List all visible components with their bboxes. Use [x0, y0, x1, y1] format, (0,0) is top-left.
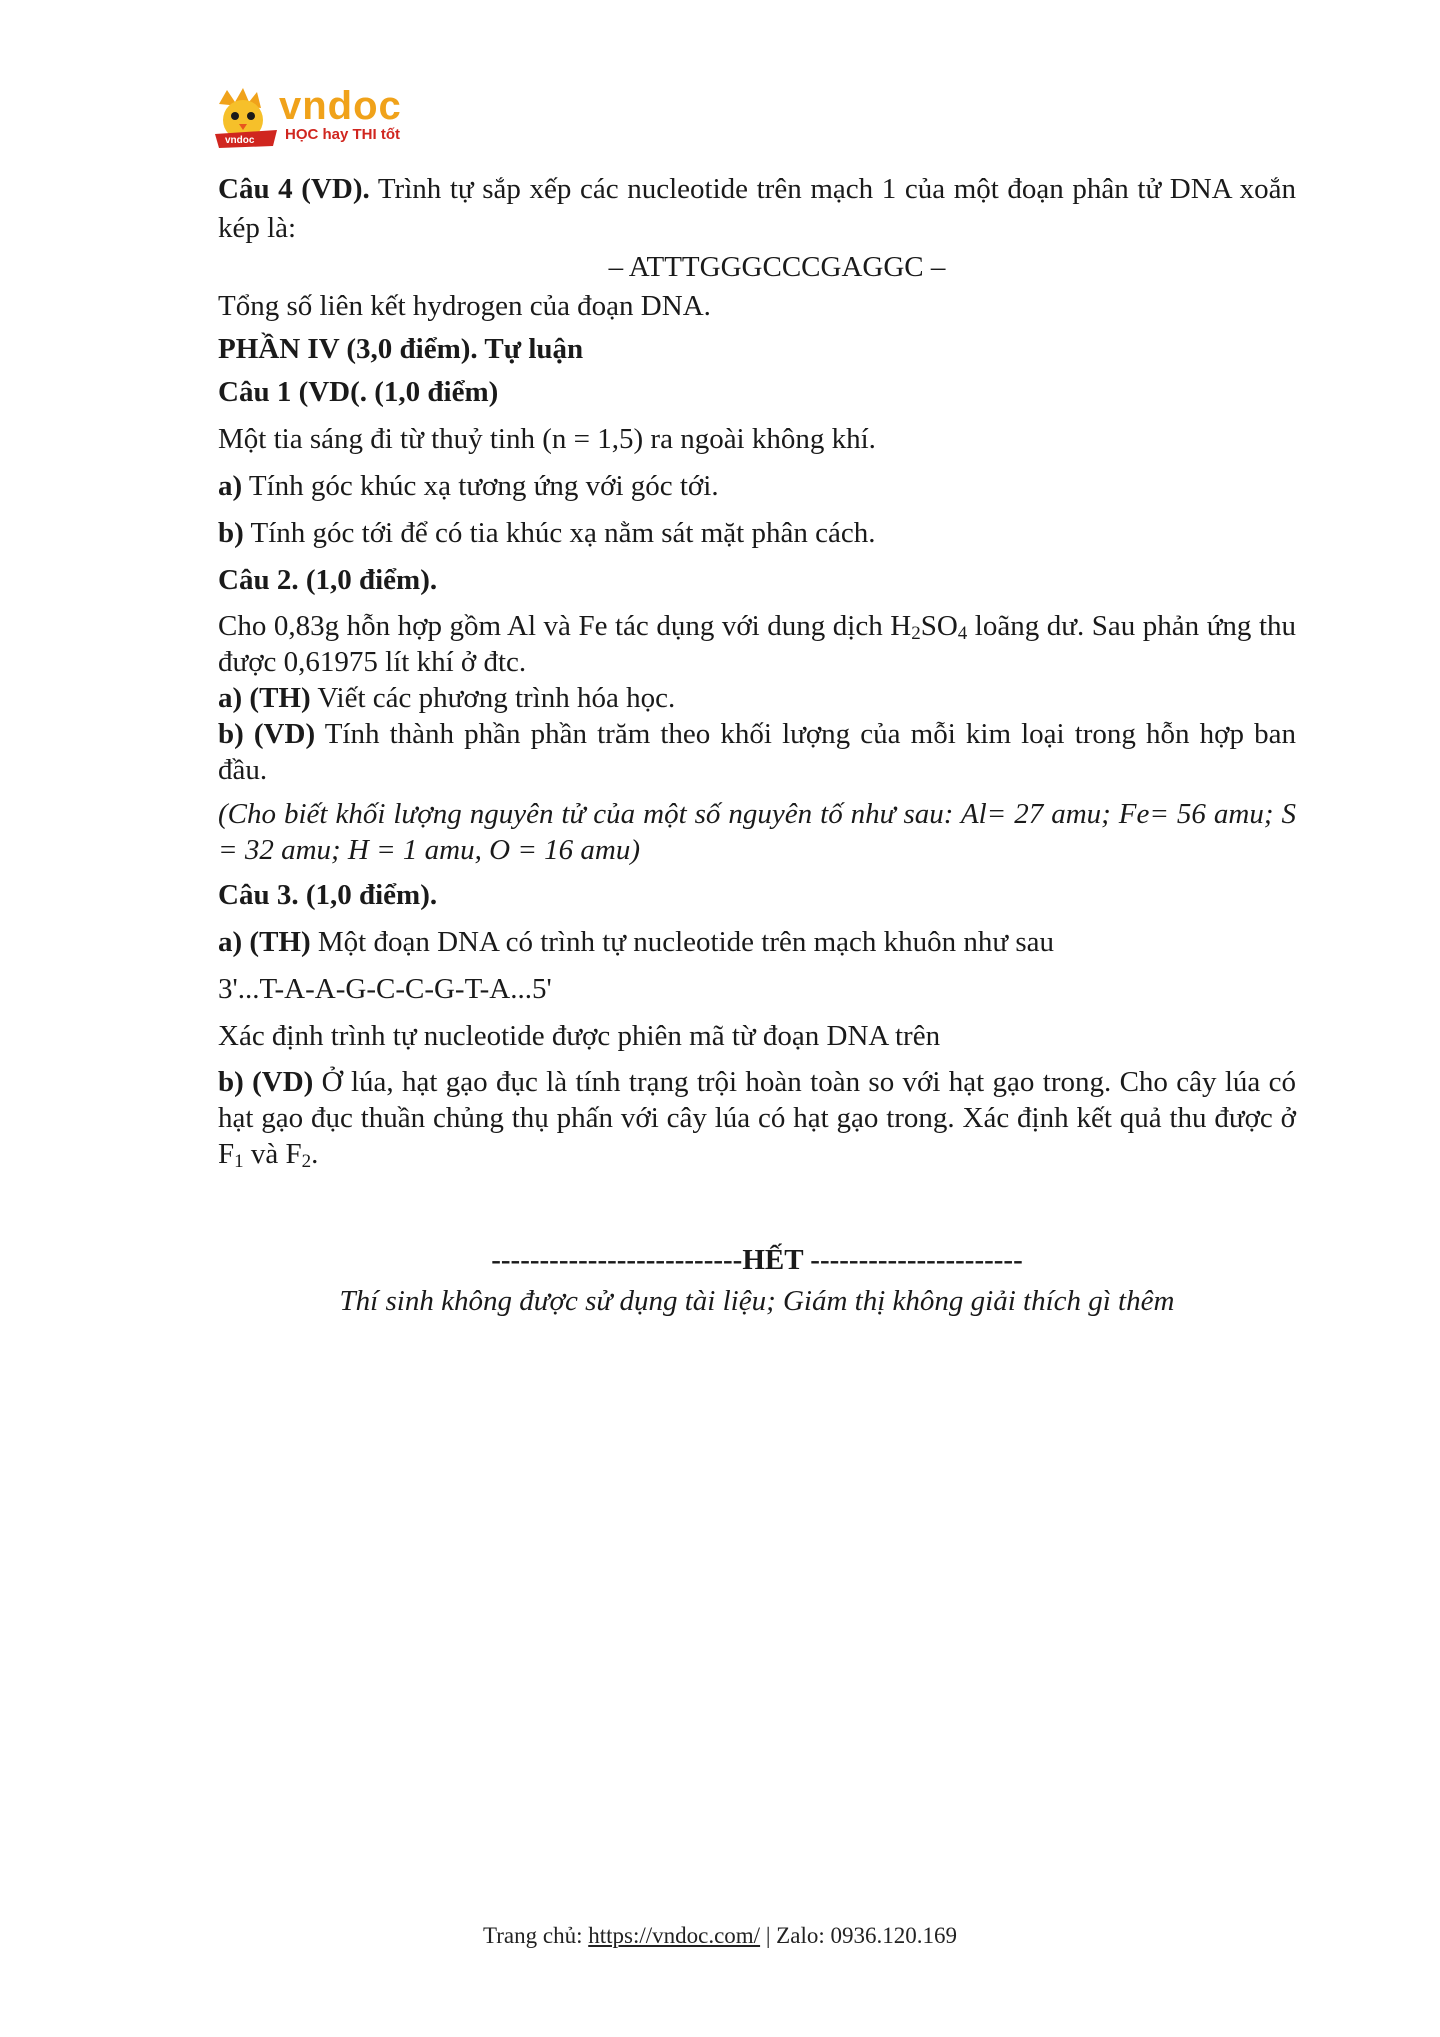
- essay-1-b-text: Tính góc tới để có tia khúc xạ nằm sát mặt phân cách.: [243, 517, 876, 549]
- vndoc-logo: [213, 86, 423, 150]
- section-heading: PHẦN IV (3,0 điểm). Tự luận: [218, 333, 584, 365]
- exam-note: Thí sinh không được sử dụng tài liệu; Giám thị không giải thích gì thêm: [339, 1285, 1175, 1317]
- subscript: 1: [234, 1151, 244, 1172]
- essay-3-a-label: a) (TH): [218, 926, 311, 958]
- essay-1-b-label: b): [218, 517, 244, 549]
- homepage-link[interactable]: https://vndoc.com/: [588, 1923, 761, 1948]
- essay-2-text-part: Cho 0,83g hỗn hợp gồm Al và Fe tác dụng với dung dịch H: [218, 610, 912, 642]
- question-4: [218, 170, 1296, 248]
- subscript: 2: [301, 1151, 312, 1172]
- essay-1-a: [218, 467, 1296, 506]
- atomic-mass-note: (Cho biết khối lượng nguyên tử của một số nguyên tố như sau: Al= 27 amu; Fe= 56 amu; S = 32 amu; H = 1 amu, O = 16 amu): [218, 798, 1296, 866]
- essay-2-a-text: Viết các phương trình hóa học.: [310, 682, 676, 714]
- essay-3-b-text: Ở lúa, hạt gạo đục là tính trạng trội hoàn toàn so với hạt gạo trong. Cho cây lúa có hạt gạo đục thuần chủng thụ phấn với cây lúa có hạt gạo trong. Xác định kết quả thu được ở F: [218, 1066, 1296, 1170]
- essay-2-text: [218, 608, 1296, 680]
- essay-2-a-label: a) (TH): [218, 682, 311, 714]
- template-strand: 3'...T-A-A-G-C-C-G-T-A...5': [218, 973, 552, 1005]
- end-marker: --------------------------HẾT ----------------------: [491, 1244, 1023, 1276]
- document-body: [218, 170, 1296, 1172]
- essay-3-label: Câu 3. (1,0 điểm).: [218, 879, 438, 911]
- logo-tagline: HỌC hay THI tốt: [285, 126, 400, 143]
- dna-sequence: – ATTTGGGCCCGAGGC –: [608, 251, 946, 283]
- question-4-task: Tổng số liên kết hydrogen của đoạn DNA.: [218, 290, 711, 322]
- essay-1-a-label: a): [218, 470, 243, 502]
- essay-1-a-text: Tính góc khúc xạ tương ứng với góc tới.: [242, 470, 719, 502]
- essay-2-b-text: Tính thành phần phần trăm theo khối lượng của mỗi kim loại trong hỗn hợp ban đầu.: [218, 718, 1296, 786]
- essay-2-b: [218, 716, 1296, 788]
- essay-3-a-text: Một đoạn DNA có trình tự nucleotide trên mạch khuôn như sau: [310, 926, 1055, 958]
- essay-2-a: [218, 680, 1296, 716]
- subscript: 4: [957, 623, 968, 644]
- page-footer: [0, 1921, 1440, 1951]
- essay-2-text-part: loãng dư. Sau phản ứng thu được 0,61975 lít khí ở đtc.: [218, 610, 1296, 678]
- essay-1-label: Câu 1 (VD(. (1,0 điểm): [218, 376, 499, 408]
- end-block: [218, 1240, 1296, 1322]
- essay-3-b: [218, 1064, 1296, 1172]
- question-4-label: Câu 4 (VD).: [218, 173, 370, 205]
- essay-2-text-part: SO: [920, 610, 958, 642]
- mascot-icon: [213, 86, 283, 150]
- footer-prefix: Trang chủ:: [483, 1923, 589, 1948]
- essay-3-a-task: Xác định trình tự nucleotide được phiên mã từ đoạn DNA trên: [218, 1020, 941, 1052]
- essay-3-b-label: b) (VD): [218, 1066, 314, 1098]
- essay-3-b-text: .: [311, 1138, 319, 1170]
- essay-3-b-text: và F: [243, 1138, 302, 1170]
- subscript: 2: [911, 623, 921, 644]
- essay-2-label: Câu 2. (1,0 điểm).: [218, 564, 438, 596]
- svg-text:vndoc: vndoc: [225, 135, 255, 146]
- essay-2-b-label: b) (VD): [218, 718, 316, 750]
- question-4-text: Trình tự sắp xếp các nucleotide trên mạch 1 của một đoạn phân tử DNA xoắn kép là:: [218, 173, 1296, 244]
- essay-3-a: [218, 923, 1296, 962]
- essay-1-text: Một tia sáng đi từ thuỷ tinh (n = 1,5) ra ngoài không khí.: [218, 423, 876, 455]
- logo-wordmark: vndoc: [279, 84, 402, 128]
- essay-1-b: [218, 514, 1296, 553]
- footer-contact: | Zalo: 0936.120.169: [760, 1923, 957, 1948]
